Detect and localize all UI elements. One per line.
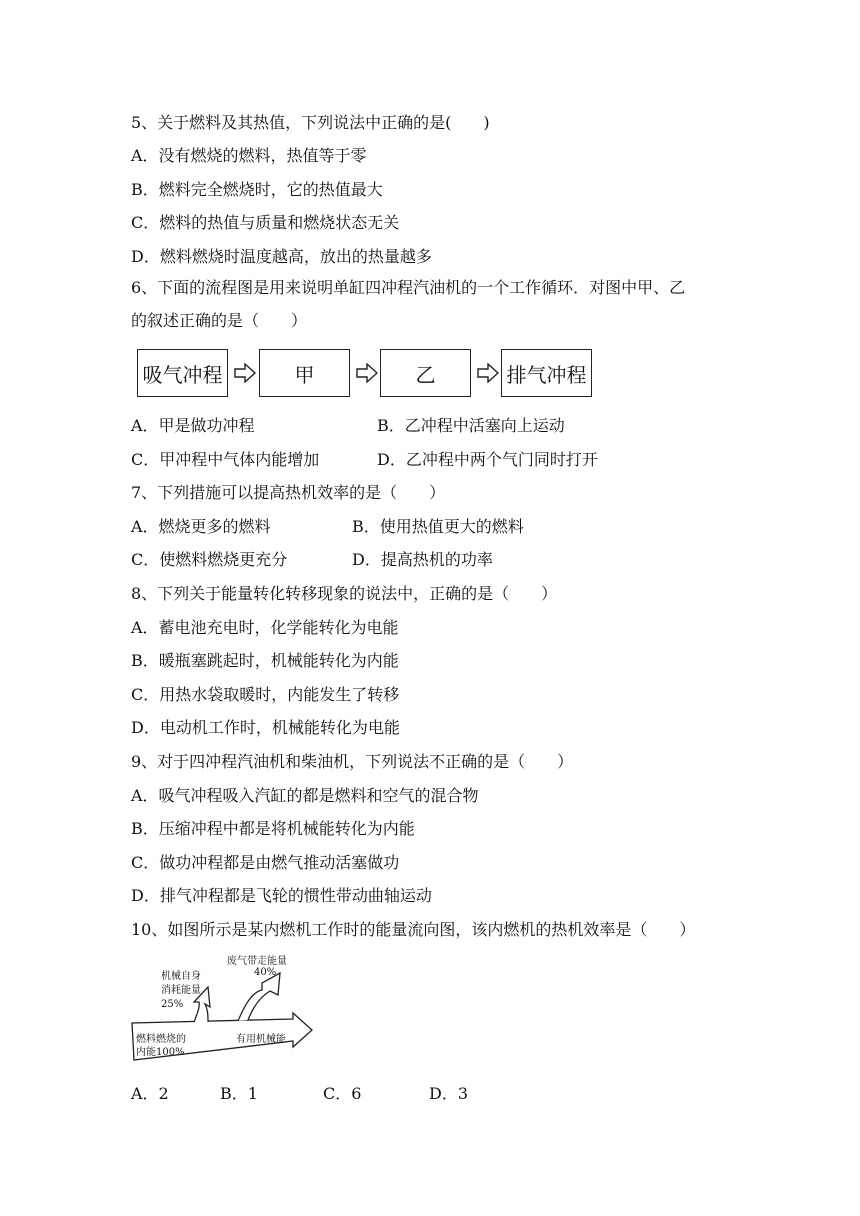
q6-stem-line2: 的叙述正确的是（ ） — [131, 311, 308, 330]
fuel-energy-label-line1: 燃料燃烧的 — [136, 1034, 186, 1045]
q10-stem: 10、如图所示是某内燃机工作时的能量流向图，该内燃机的热机效率是（ ） — [131, 920, 696, 939]
q5-option-a: A．没有燃烧的燃料，热值等于零 — [131, 146, 367, 165]
q9-option-b: B．压缩冲程中都是将机械能转化为内能 — [131, 819, 415, 838]
mech-loss-label-line1: 机械自身 — [161, 971, 201, 982]
flow-box-exhaust: 排气冲程 — [501, 349, 592, 397]
q10-option-c: C．6 — [323, 1084, 362, 1103]
flow-arrow-icon — [234, 363, 256, 383]
useful-work-label: 有用机械能 — [236, 1034, 286, 1045]
exhaust-energy-percent: 40% — [254, 967, 277, 978]
q8-option-c: C．用热水袋取暖时，内能发生了转移 — [131, 685, 400, 704]
flow-box-yi: 乙 — [380, 349, 471, 397]
q10-option-b: B．1 — [220, 1084, 258, 1103]
flow-arrow-icon — [477, 363, 499, 383]
exhaust-energy-label: 废气带走能量 — [227, 956, 287, 967]
fuel-energy-label-line2: 内能100% — [136, 1047, 185, 1058]
q6-option-c: C．甲冲程中气体内能增加 — [131, 450, 320, 469]
q7-option-b: B．使用热值更大的燃料 — [352, 517, 524, 536]
q5-option-c: C．燃料的热值与质量和燃烧状态无关 — [131, 213, 400, 232]
q10-option-d: D．3 — [429, 1084, 469, 1103]
q7-option-c: C．使燃料燃烧更充分 — [131, 550, 288, 569]
q6-option-b: B．乙冲程中活塞向上运动 — [377, 416, 565, 435]
q8-option-b: B．暖瓶塞跳起时，机械能转化为内能 — [131, 651, 399, 670]
q8-option-d: D．电动机工作时，机械能转化为电能 — [131, 718, 400, 737]
flow-box-intake: 吸气冲程 — [137, 349, 228, 397]
flow-box-jia: 甲 — [259, 349, 350, 397]
q5-option-b: B．燃料完全燃烧时，它的热值最大 — [131, 180, 383, 199]
q7-option-a: A．燃烧更多的燃料 — [131, 517, 271, 536]
mech-loss-label-line2: 消耗能量 — [161, 985, 201, 996]
q5-option-d: D．燃料燃烧时温度越高，放出的热量越多 — [131, 247, 432, 266]
q5-stem: 5、关于燃料及其热值，下列说法中正确的是( ) — [131, 113, 490, 132]
q9-option-a: A．吸气冲程吸入汽缸的都是燃料和空气的混合物 — [131, 786, 479, 805]
q7-option-d: D．提高热机的功率 — [352, 550, 493, 569]
q8-stem: 8、下列关于能量转化转移现象的说法中，正确的是（ ） — [131, 584, 558, 603]
flow-arrow-icon — [356, 363, 378, 383]
q9-option-c: C．做功冲程都是由燃气推动活塞做功 — [131, 853, 400, 872]
q9-option-d: D．排气冲程都是飞轮的惯性带动曲轴运动 — [131, 886, 432, 905]
q6-option-d: D．乙冲程中两个气门同时打开 — [377, 450, 598, 469]
q8-option-a: A．蓄电池充电时，化学能转化为电能 — [131, 618, 399, 637]
q6-option-a: A．甲是做功冲程 — [131, 416, 255, 435]
q7-stem: 7、下列措施可以提高热机效率的是（ ） — [131, 483, 446, 502]
q6-stem-line1: 6、下面的流程图是用来说明单缸四冲程汽油机的一个工作循环．对图中甲、乙 — [131, 278, 686, 297]
q10-option-a: A．2 — [131, 1084, 169, 1103]
mech-loss-percent: 25% — [161, 999, 184, 1010]
q9-stem: 9、对于四冲程汽油机和柴油机，下列说法不正确的是（ ） — [131, 752, 574, 771]
